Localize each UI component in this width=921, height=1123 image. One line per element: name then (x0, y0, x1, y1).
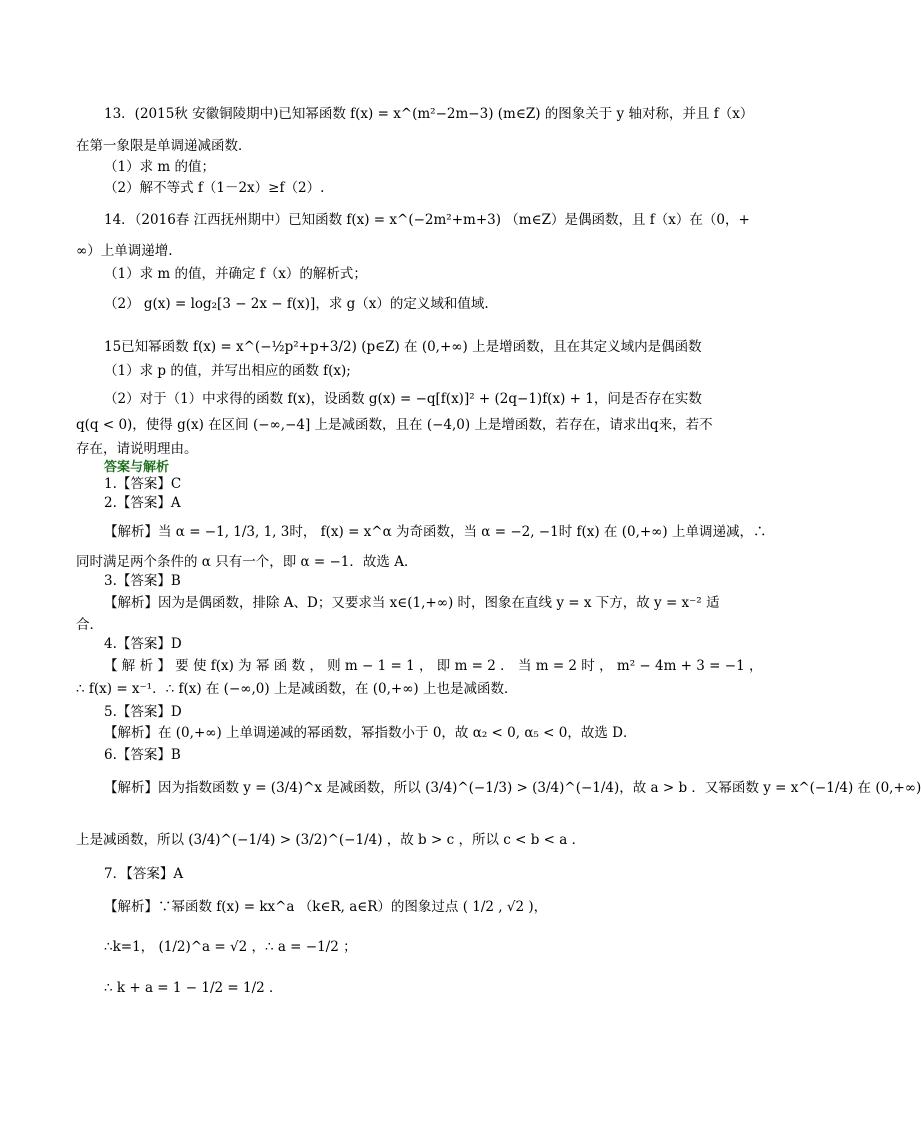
problem-15-line-1: 15已知幂函数 f(x) = x^(−½p²+p+3/2) (p∈Z) 在 (0,+∞) 上是增函数，且在其定义域内是偶函数 (104, 339, 702, 355)
problem-15-question-2b: q(q < 0)，使得 g(x) 在区间 (−∞,−4] 上是减函数，且在 (−4,0) 上是增函数，若存在，请求出q来，若不 (76, 417, 713, 433)
answer-2: 2.【答案】A (104, 495, 181, 511)
explanation-7-line-2: ∴k=1， (1/2)^a = √2 ，∴ a = −1/2 ； (104, 939, 357, 955)
explanation-3-line-2: 合． (76, 617, 103, 633)
problem-14-line-1: 14．（2016春 江西抚州期中）已知函数 f(x) = x^(−2m²+m+3) （m∈Z）是偶函数，且 f（x）在（0，+ (104, 212, 750, 228)
answer-6: 6.【答案】B (104, 747, 181, 763)
answer-7: 7．【答案】A (104, 866, 184, 882)
problem-15-question-2a: （2）对于（1）中求得的函数 f(x)，设函数 g(x) = −q[f(x)]² + (2q−1)f(x) + 1，问是否存在实数 (104, 391, 702, 407)
problem-14-question-1: （1）求 m 的值，并确定 f（x）的解析式； (104, 266, 367, 282)
problem-14-line-2: ∞）上单调递增. (76, 243, 173, 259)
problem-13-question-1: （1）求 m 的值； (104, 159, 215, 175)
problem-13-line-1: 13．(2015秋 安徽铜陵期中)已知幂函数 f(x) = x^(m²−2m−3) (m∈Z) 的图象关于 y 轴对称，并且 f（x） (104, 106, 754, 122)
explanation-5: 【解析】在 (0,+∞) 上单调递减的幂函数，幂指数小于 0，故 α₂ < 0, α₅ < 0，故选 D． (104, 725, 637, 741)
problem-13-question-2: （2）解不等式 f（1－2x）≥f（2）. (104, 180, 325, 196)
explanation-6-line-2: 上是减函数，所以 (3/4)^(−1/4) > (3/2)^(−1/4) ，故 b > c ，所以 c < b < a ． (76, 832, 586, 848)
problem-15-question-1: （1）求 p 的值，并写出相应的函数 f(x); (104, 363, 351, 379)
explanation-7-line-3: ∴ k + a = 1 − 1/2 = 1/2 ． (104, 980, 283, 996)
explanation-2-line-2: 同时满足两个条件的 α 只有一个，即 α = −1．故选 A． (76, 554, 418, 570)
explanation-2-line-1: 【解析】当 α = −1, 1/3, 1, 3时， f(x) = x^α 为奇函数，当 α = −2, −1时 f(x) 在 (0,+∞) 上单调递减，∴ (104, 524, 767, 540)
answers-heading: 答案与解析 (104, 460, 170, 475)
answer-5: 5.【答案】D (104, 704, 182, 720)
problem-14-question-2: （2） g(x) = log₂[3 − 2x − f(x)]，求 g（x）的定义域和值域. (104, 296, 489, 312)
explanation-6-line-1: 【解析】因为指数函数 y = (3/4)^x 是减函数，所以 (3/4)^(−1/3) > (3/4)^(−1/4)，故 a > b ．又幂函数 y = x^(−1/4) 在 (0,+∞) (104, 780, 921, 796)
explanation-3-line-1: 【解析】因为是偶函数，排除 A、D；又要求当 x∈(1,+∞) 时，图象在直线 y = x 下方，故 y = x⁻² 适 (104, 595, 720, 611)
explanation-4-line-2: ∴ f(x) = x⁻¹．∴ f(x) 在 (−∞,0) 上是减函数，在 (0,+∞) 上也是减函数． (76, 681, 518, 697)
problem-15-question-2c: 存在，请说明理由。 (76, 441, 198, 457)
answer-3: 3.【答案】B (104, 573, 181, 589)
explanation-7-line-1: 【解析】∵幂函数 f(x) = kx^a （k∈R, a∈R）的图象过点 ( 1/2 , √2 )， (104, 899, 548, 915)
answer-1: 1.【答案】C (104, 476, 182, 492)
explanation-4-line-1: 【 解 析 】 要 使 f(x) 为 幂 函 数 ， 则 m − 1 = 1 ， 即 m = 2 ． 当 m = 2 时 ， m² − 4m + 3 = −1 ， (104, 658, 763, 674)
answer-4: 4.【答案】D (104, 636, 182, 652)
problem-13-line-2: 在第一象限是单调递减函数． (76, 138, 252, 154)
